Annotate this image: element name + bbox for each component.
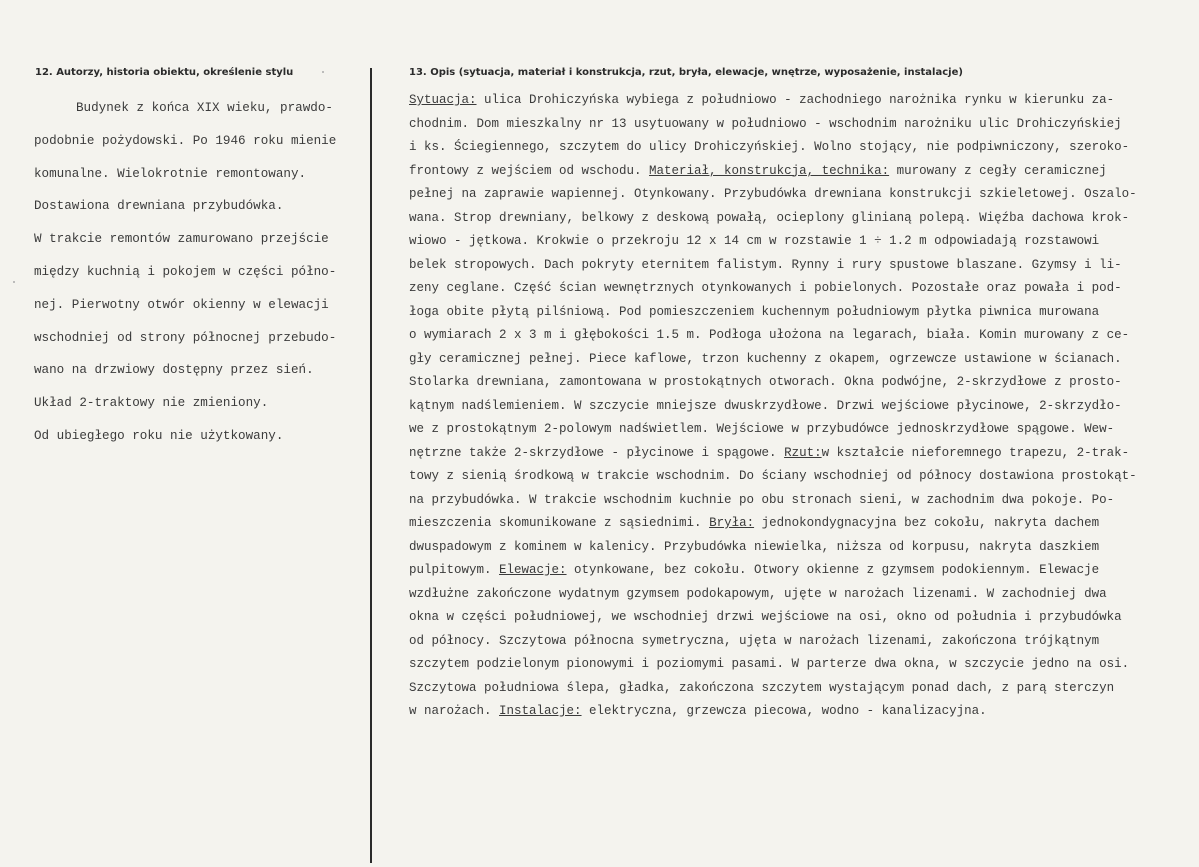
history-line: Układ 2-traktowy nie zmieniony. (34, 396, 269, 411)
subsection-label: Instalacje: (499, 704, 582, 718)
description-line (409, 395, 1194, 419)
description-text: otynkowane, bez cokołu. Otwory okienne z gzymsem podokiennym. Elewacje (566, 563, 1100, 577)
description-text: okna w części południowej, we wschodniej drzwi wejściowe na osi, okno od południa i przybudówka (409, 610, 1122, 624)
description-text: ulica Drohiczyńska wybiega z południowo - zachodniego narożnika rynku w kierunku za- (476, 93, 1115, 107)
description-text-block (409, 89, 1194, 724)
history-text-block (34, 92, 364, 453)
description-text: chodnim. Dom mieszkalny nr 13 usytuowany w południowo - wschodnim narożniku ulic Drohiczyńskiej (409, 116, 1122, 131)
description-line (409, 371, 1194, 395)
description-line (409, 606, 1194, 630)
subsection-label: Sytuacja: (409, 93, 477, 107)
description-text: szczytem podzielonym pionowymi i poziomymi pasami. W parterze dwa okna, w szczycie jedno na osi. (409, 657, 1130, 671)
description-line (409, 89, 1194, 113)
description-text: dwuspadowym z kominem w kalenicy. Przybudówka niewielka, niższa od korpusu, nakryta daszkiem (409, 539, 1100, 554)
description-text: wzdłużne zakończone wydatnym gzymsem podokapowym, ujęte w narożach lizenami. W zachodniej dwa (409, 586, 1107, 601)
description-text: frontowy z wejściem od wschodu. (409, 163, 650, 178)
description-text: towy z sienią środkową w trakcie wschodnim. Do ściany wschodniej od północy dostawiona prostokąt- (409, 469, 1137, 483)
subsection-label: Materiał, konstrukcja, technika: (649, 163, 890, 178)
description-text: Szczytowa południowa ślepa, gładka, zakończona szczytem wystającym ponad dach, z parą sterczyn (409, 680, 1115, 695)
description-line (409, 136, 1194, 160)
description-text: nętrzne także 2-skrzydłowe - płycinowe i spągowe. (409, 445, 785, 460)
description-text: murowany z cegły ceramicznej (889, 163, 1107, 178)
history-line: komunalne. Wielokrotnie remontowany. (34, 166, 307, 181)
history-line: podobnie pożydowski. Po 1946 roku mienie (34, 133, 337, 148)
subsection-label: Elewacje: (499, 563, 567, 577)
description-text: wiowo - jętkowa. Krokwie o przekroju 12 x 14 cm w rozstawie 1 ÷ 1.2 m odpowiadają rozstawowi (409, 234, 1100, 248)
description-text: belek stropowych. Dach pokryty eternitem falistym. Rynny i rury spustowe blaszane. Gzymsy i li- (409, 257, 1122, 272)
description-line (409, 559, 1194, 583)
subsection-label: Bryła: (709, 516, 755, 530)
description-text: mieszczenia skomunikowane z sąsiednimi. (409, 516, 710, 530)
description-text: jednokondygnacyjna bez cokołu, nakryta dachem (754, 516, 1100, 530)
description-line (409, 277, 1194, 301)
description-text: gły ceramicznej pełnej. Piece kaflowe, trzon kuchenny z okapem, ogrzewcze ustawione w ścianach. (409, 351, 1122, 366)
description-line (409, 301, 1194, 325)
description-text: kątnym nadślemieniem. W szczycie mniejsze dwuskrzydłowe. Drzwi wejściowe płycinowe, 2-skrzydło- (409, 398, 1122, 413)
description-line (409, 583, 1194, 607)
description-text: elektryczna, grzewcza piecowa, wodno - kanalizacyjna. (581, 704, 987, 718)
description-line (409, 465, 1194, 489)
history-line: Dostawiona drewniana przybudówka. (34, 199, 284, 214)
history-line: Od ubiegłego roku nie użytkowany. (34, 428, 284, 443)
description-line (409, 489, 1194, 513)
description-text: i ks. Ściegiennego, szczytem do ulicy Drohiczyńskiej. Wolno stojący, nie podpiwniczony, szeroko- (409, 140, 1130, 154)
section-13-heading: 13. Opis (sytuacja, materiał i konstrukcja, rzut, bryła, elewacje, wnętrze, wyposażenie, instalacje) (409, 67, 963, 78)
description-line (409, 442, 1194, 466)
paper-speck (322, 71, 324, 73)
history-line: wano na drzwiowy dostępny przez sień. (34, 363, 314, 378)
subsection-label: Rzut: (784, 445, 822, 460)
description-text: od północy. Szczytowa północna symetryczna, ujęta w narożach lizenami, zakończona trójkątnym (409, 633, 1100, 648)
section-12-heading: 12. Autorzy, historia obiektu, określenie stylu (35, 67, 294, 78)
description-text: pełnej na zaprawie wapiennej. Otynkowany. Przybudówka drewniana konstrukcji szkieletowej. Oszalo- (409, 187, 1137, 201)
history-line: W trakcie remontów zamurowano przejście (34, 232, 329, 247)
description-line (409, 113, 1194, 137)
description-line (409, 630, 1194, 654)
description-line (409, 700, 1194, 724)
description-line (409, 512, 1194, 536)
description-line (409, 230, 1194, 254)
description-text: zeny ceglane. Część ścian wewnętrznych otynkowanych i pobielonych. Pozostałe oraz powała i pod- (409, 281, 1122, 295)
description-text: we z prostokątnym 2-polowym nadświetlem. Wejściowe w przybudówce jednoskrzydłowe spągowe. Wew- (409, 422, 1115, 436)
description-text: o wymiarach 2 x 3 m i głębokości 1.5 m. Podłoga ułożona na legarach, biała. Komin murowany z ce- (409, 328, 1130, 342)
description-line (409, 677, 1194, 701)
description-line (409, 254, 1194, 278)
column-divider (370, 68, 372, 863)
description-text: wana. Strop drewniany, belkowy z deskową powałą, ocieplony glinianą polepą. Więźba dachowa krok- (409, 210, 1130, 225)
description-line (409, 418, 1194, 442)
description-line (409, 348, 1194, 372)
description-text: w narożach. (409, 704, 500, 718)
description-line (409, 653, 1194, 677)
description-line (409, 324, 1194, 348)
description-line (409, 207, 1194, 231)
description-text: łoga obite płytą pilśniową. Pod pomieszczeniem kuchennym południowym płytka piwnica murowana (409, 304, 1100, 319)
description-text: na przybudówka. W trakcie wschodnim kuchnie po obu stronach sieni, w zachodnim dwa pokoje. Po- (409, 492, 1115, 507)
description-text: pulpitowym. (409, 563, 500, 577)
description-text: w kształcie nieforemnego trapezu, 2-trak- (821, 445, 1130, 460)
description-text: Stolarka drewniana, zamontowana w prostokątnych otworach. Okna podwójne, 2-skrzydłowe z prosto- (409, 375, 1122, 389)
history-line: wschodniej od strony północnej przebudo- (34, 330, 337, 345)
history-line: nej. Pierwotny otwór okienny w elewacji (34, 297, 329, 312)
description-line (409, 183, 1194, 207)
paper-speck (13, 281, 15, 283)
description-line (409, 536, 1194, 560)
history-line: między kuchnią i pokojem w części półno- (34, 264, 337, 279)
description-line (409, 160, 1194, 184)
history-line: Budynek z końca XIX wieku, prawdo- (76, 101, 333, 115)
